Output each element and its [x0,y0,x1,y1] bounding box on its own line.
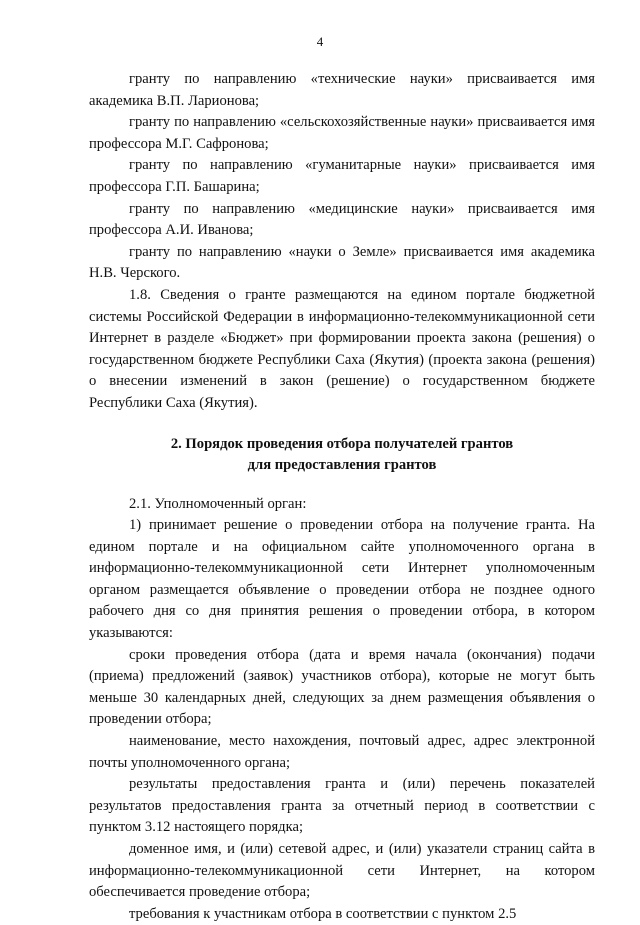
paragraph-item-1: 1) принимает решение о проведении отбора на получение гранта. На едином портале и на официальном сайте уполномоченного органа в информационно-телекоммуникационной сети Интернет уполномоченным органом размещается объявление о проведении отбора не позднее одного рабочего дня со дня принятия решения о проведении отбора, в котором указываются: [89,517,595,642]
section-heading-line-1: 2. Порядок проведения отбора получателей грантов [170,435,514,452]
paragraph-grant-agricultural: гранту по направлению «сельскохозяйственные науки» присваивается имя профессора М.Г. Сафронова; [89,114,595,152]
document-body [89,69,595,925]
section-heading-line-2: для предоставления грантов [247,456,437,473]
paragraph-participant-requirements: требования к участникам отбора в соответствии с пунктом 2.5 [129,905,517,922]
paragraph-grant-earth-sciences: гранту по направлению «науки о Земле» присваивается имя академика Н.В. Черского. [89,243,595,282]
paragraph-grant-results: результаты предоставления гранта и (или) перечень показателей результатов предоставления гранта за отчетный период в соответствии с пунктом 3.12 настоящего порядка; [89,776,595,836]
page-number: 4 [316,34,324,49]
paragraph-domain-name: доменное имя, и (или) сетевой адрес, и (или) указатели страниц сайта в информационно-телекоммуникационной сети Интернет, на котором обеспечивается проведение отбора; [89,841,595,901]
paragraph-selection-dates: сроки проведения отбора (дата и время начала (окончания) подачи (приема) предложений (заявок) участников отбора), которые не могут быть меньше 30 календарных дней, следующих за днем размещения объявления о проведении отбора; [89,646,595,728]
paragraph-2-1: 2.1. Уполномоченный орган: [129,495,307,512]
section-heading [89,434,595,476]
paragraph-1-8: 1.8. Сведения о гранте размещаются на едином портале бюджетной системы Российской Федерации в информационно-телекоммуникационной сети Интернет в разделе «Бюджет» при формировании проекта закона (решения) о государственном бюджете Республики Саха (Якутия) (проекта закона (решения) о внесении изменений в закон (решение) о государственном бюджете Республики Саха (Якутия). [89,286,595,411]
paragraph-grant-humanities: гранту по направлению «гуманитарные науки» присваивается имя профессора Г.П. Башарина; [89,157,595,195]
paragraph-organ-contacts: наименование, место нахождения, почтовый адрес, адрес электронной почты уполномоченного органа; [89,733,595,771]
paragraph-grant-medical: гранту по направлению «медицинские науки» присваивается имя профессора А.И. Иванова; [89,200,595,239]
paragraph-grant-technical: гранту по направлению «технические науки» присваивается имя академика В.П. Ларионова; [89,71,595,109]
